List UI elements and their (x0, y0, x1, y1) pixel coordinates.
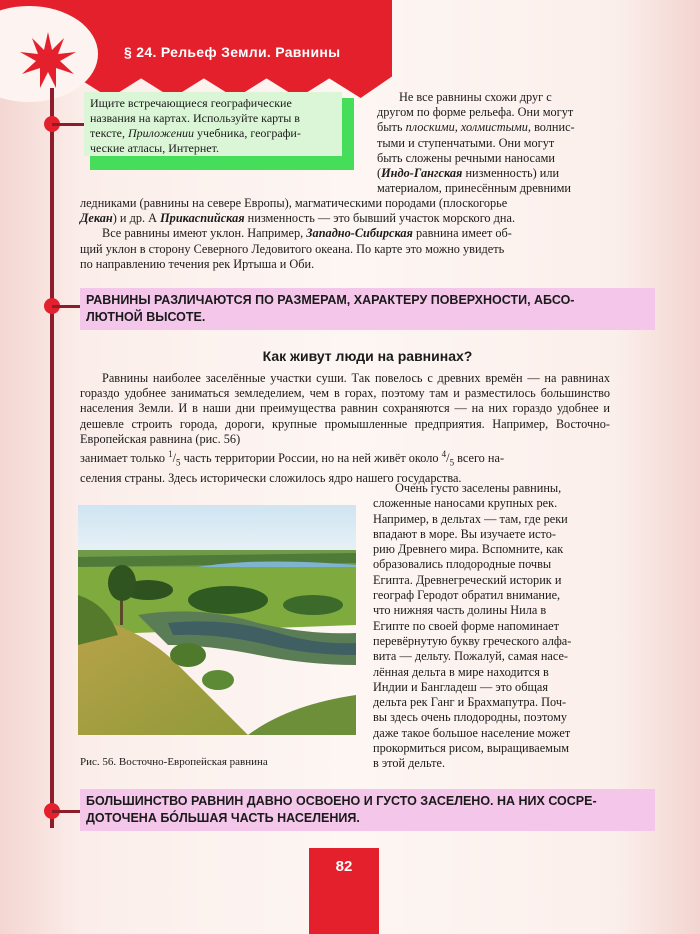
landscape-illustration (78, 505, 356, 735)
margin-guide-line (50, 88, 54, 828)
text-line: прокормиться рисом, выращиваемым (373, 741, 570, 756)
key-statement-line: РАВНИНЫ РАЗЛИЧАЮТСЯ ПО РАЗМЕРАМ, ХАРАКТЕРУ ПОВЕРХНОСТИ, АБСО- (86, 293, 575, 307)
marker-connector (52, 123, 86, 126)
tip-line: Ищите встречающиеся географические (90, 96, 292, 110)
key-statement-2 (80, 789, 655, 831)
body-text: Равнины наиболее заселённые участки суши. Так повелось с древних времён — на равнинах гораздо удобнее заниматься земледелием, чем в горах, поэтому там и разместилось большинство населения Земли. И в наши дни преимущества равнин сохраняются — на них гораздо удобнее и дешевле строить города, дороги, крупные промышленные предприятия. Например, Восточно-Европейская равнина (рис. 56) (80, 371, 610, 446)
key-statement-line: ДОТОЧЕНА БÓЛЬШАЯ ЧАСТЬ НАСЕЛЕНИЯ. (86, 811, 360, 825)
text-line: занимает только $^1/_5$ часть территории России, но на ней живёт около $^4/_5$ всего на- (80, 449, 505, 468)
intro-right-column (377, 90, 610, 196)
text-line: щий уклон в сторону Северного Ледовитого океана. По карте это можно увидеть (80, 241, 505, 256)
text-line: тыми и ступенчатыми. Они могут (377, 135, 555, 150)
key-statement-line: БОЛЬШИНСТВО РАВНИН ДАВНО ОСВОЕНО И ГУСТО ЗАСЕЛЕНО. НА НИХ СОСРЕ- (86, 794, 597, 808)
text-line: лённая дельта в мире находится в (373, 664, 549, 679)
page-number: 82 (335, 858, 353, 875)
text-line: ледниками (равнины на севере Европы), магматическими породами (плоскогорье (80, 196, 508, 210)
text-line: вы здесь очень плодородны, поэтому (373, 710, 567, 725)
section-title: § 24. Рельеф Земли. Равнины (124, 44, 341, 60)
subheading: Как живут люди на равнинах? (262, 348, 473, 364)
text-line: Индии и Бангладеш — это общая (373, 679, 549, 694)
body-right-column (373, 481, 612, 772)
text-line: (Индо-Гангская низменность) или (377, 166, 560, 181)
star-emblem-icon (18, 30, 78, 90)
intro-full-width (80, 196, 610, 272)
figure-56-photo (78, 505, 356, 735)
text-line: Египта. Древнегреческий историк и (373, 572, 562, 587)
text-line: сложенные наносами крупных рек. (373, 496, 558, 511)
text-line: Все равнины имеют уклон. Например, Западно-Сибирская равнина имеет об- (102, 226, 512, 241)
text-line: что нижняя часть долины Нила в (373, 603, 547, 618)
text-line: впадают в море. Вы изучаете исто- (373, 526, 556, 541)
tip-box-text (84, 92, 342, 156)
key-statement-1 (80, 288, 655, 330)
key-statement-line: ЛЮТНОЙ ВЫСОТЕ. (86, 310, 206, 324)
marker-connector (52, 305, 80, 308)
text-line: Очень густо заселены равнины, (395, 481, 562, 495)
text-line: материалом, принесённым древними (377, 181, 571, 196)
tip-line: названия на картах. Используйте карты в (90, 111, 300, 125)
text-line: по направлению течения рек Иртыша и Оби. (80, 256, 315, 271)
text-line: другом по форме рельефа. Они могут (377, 105, 574, 120)
text-line: Не все равнины схожи друг с (399, 90, 552, 104)
tip-line: тексте, Приложении учебника, географи- (90, 126, 301, 140)
text-line: дельта рек Ганг и Брахмапутра. Поч- (373, 695, 567, 710)
marker-connector (52, 810, 80, 813)
text-line: в этой дельте. (373, 756, 446, 771)
tip-line: ческие атласы, Интернет. (90, 141, 219, 155)
text-line: географ Геродот обратил внимание, (373, 588, 561, 603)
body-paragraph (80, 371, 610, 486)
text-line: перевёрнутую букву греческого алфа- (373, 633, 572, 648)
text-line: даже такое большое население может (373, 725, 571, 740)
text-line: рию Древнего мира. Вспомните, как (373, 542, 564, 557)
text-line: Например, в дельтах — там, где реки (373, 511, 568, 526)
text-line: вита — дельту. Пожалуй, самая насе- (373, 649, 569, 664)
text-line: Египте по своей форме напоминает (373, 618, 560, 633)
tip-box (84, 92, 354, 170)
text-line: быть сложены речными наносами (377, 150, 555, 165)
text-line: быть плоскими, холмистыми, волнис- (377, 120, 575, 135)
text-line: селения страны. Здесь исторически сложилось ядро нашего государства. (80, 470, 462, 485)
figure-caption: Рис. 56. Восточно-Европейская равнина (80, 756, 268, 768)
text-line: Декан) и др. А Прикаспийская низменность — это бывший участок морского дна. (80, 211, 516, 226)
text-line: образовались плодородные почвы (373, 557, 552, 572)
